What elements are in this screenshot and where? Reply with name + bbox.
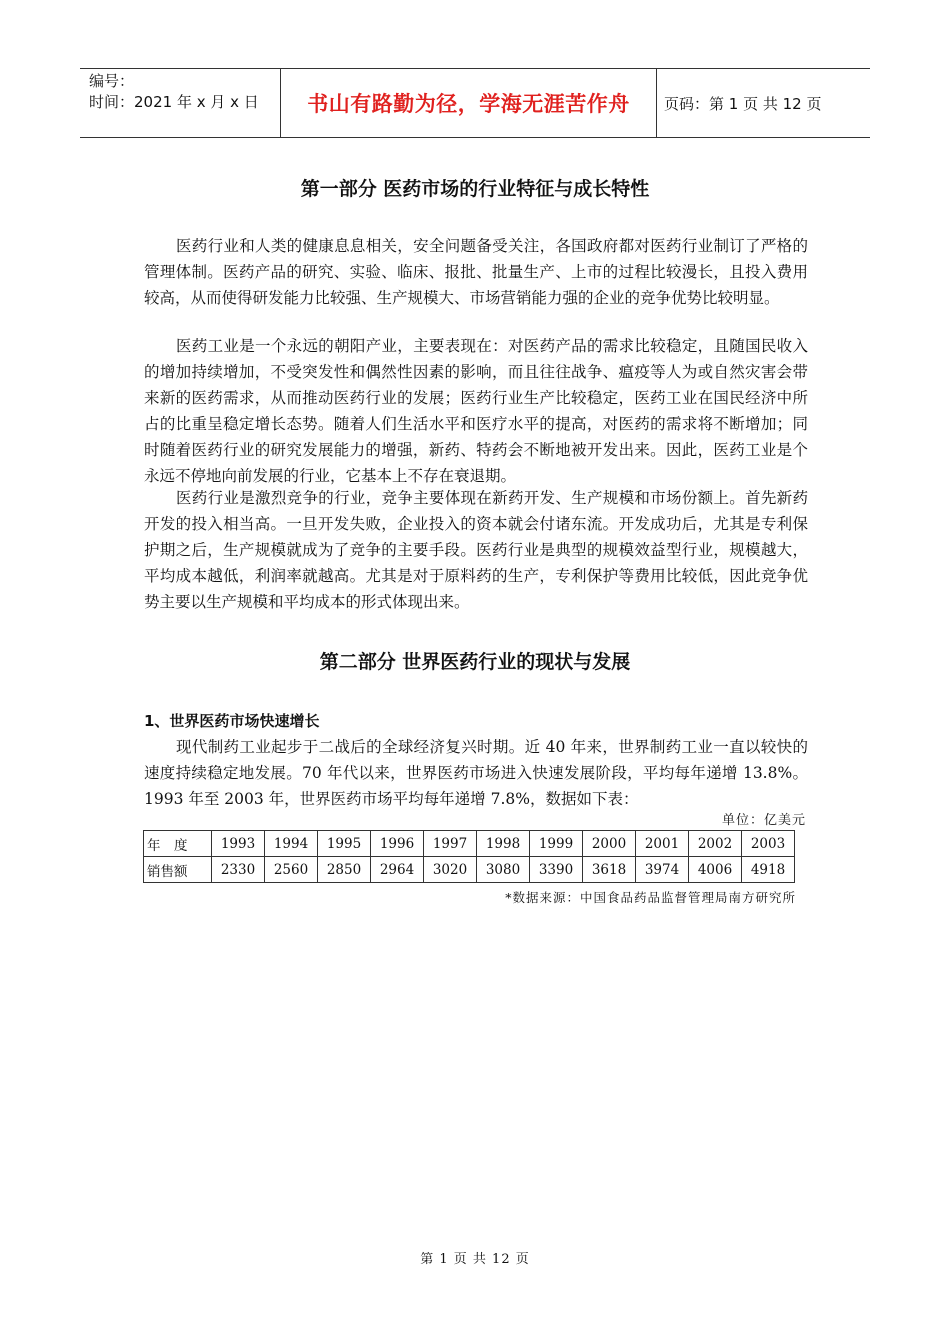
part1-title: 第一部分 医药市场的行业特征与成长特性	[300, 178, 650, 200]
year-cell: 2003	[742, 831, 795, 857]
number-label: 编号：	[89, 72, 135, 90]
section1-title: 1、世界医药市场快速增长	[144, 712, 320, 730]
year-cell: 1993	[212, 831, 265, 857]
table-row-years	[144, 831, 795, 857]
sales-cell: 3618	[583, 857, 636, 883]
year-cell: 1999	[530, 831, 583, 857]
year-cell: 2001	[636, 831, 689, 857]
header-page-info: 页码：第 1 页 共 12 页	[664, 94, 822, 113]
part1-paragraph-1: 医药行业和人类的健康息息相关，安全问题备受关注，各国政府都对医药行业制订了严格的管理体制。医药产品的研究、实验、临床、报批、批量生产、上市的过程比较漫长，且投入费用较高，从而使得研发能力比较强、生产规模大、市场营销能力强的企业的竞争优势比较明显。	[144, 237, 808, 307]
header-motto: 书山有路勤为径，学海无涯苦作舟	[280, 69, 657, 137]
sales-table	[143, 830, 795, 883]
table-row-sales	[144, 857, 795, 883]
page-footer: 第 1 页 共 12 页	[420, 1252, 530, 1267]
sales-cell: 2850	[318, 857, 371, 883]
year-cell: 1995	[318, 831, 371, 857]
sales-cell: 2964	[371, 857, 424, 883]
part1-paragraph-2: 医药工业是一个永远的朝阳产业，主要表现在：对医药产品的需求比较稳定，且随国民收入的增加持续增加，不受突发性和偶然性因素的影响，而且往往战争、瘟疫等人为或自然灾害会带来新的医药需求，从而推动医药行业的发展；医药行业生产比较稳定，医药工业在国民经济中所占的比重呈稳定增长态势。随着人们生活水平和医疗水平的提高，对医药的需求将不断增加；同时随着医药行业的研究发展能力的增强，新药、特药会不断地被开发出来。因此，医药工业是个永远不停地向前发展的行业，它基本上不存在衰退期。	[144, 337, 808, 485]
year-cell: 2002	[689, 831, 742, 857]
row-label-sales: 销售额	[144, 857, 212, 883]
header-meta	[89, 71, 279, 113]
row-label-year: 年 度	[144, 831, 212, 857]
year-cell: 1997	[424, 831, 477, 857]
year-cell: 1996	[371, 831, 424, 857]
sales-cell: 3390	[530, 857, 583, 883]
sales-cell: 3020	[424, 857, 477, 883]
year-cell: 1994	[265, 831, 318, 857]
sales-cell: 3974	[636, 857, 689, 883]
year-cell: 1998	[477, 831, 530, 857]
sales-cell: 2560	[265, 857, 318, 883]
part2-title: 第二部分 世界医药行业的现状与发展	[319, 651, 631, 673]
sales-cell: 4006	[689, 857, 742, 883]
year-cell: 2000	[583, 831, 636, 857]
date-label: 时间：2021 年 x 月 x 日	[89, 93, 259, 111]
document-header	[80, 68, 870, 138]
data-source-note: *数据来源：中国食品药品监督管理局南方研究所	[505, 890, 796, 905]
sales-cell: 4918	[742, 857, 795, 883]
table-unit: 单位：亿美元	[721, 813, 806, 828]
sales-cell: 2330	[212, 857, 265, 883]
sales-cell: 3080	[477, 857, 530, 883]
section1-paragraph: 现代制药工业起步于二战后的全球经济复兴时期。近 40 年来，世界制药工业一直以较快的速度持续稳定地发展。70 年代以来，世界医药市场进入快速发展阶段，平均每年递增 13.8%。1993 年至 2003 年，世界医药市场平均每年递增 7.8%，数据如下表：	[144, 738, 808, 808]
part1-paragraph-3: 医药行业是激烈竞争的行业，竞争主要体现在新药开发、生产规模和市场份额上。首先新药开发的投入相当高。一旦开发失败，企业投入的资本就会付诸东流。开发成功后，尤其是专利保护期之后，生产规模就成为了竞争的主要手段。医药行业是典型的规模效益型行业，规模越大，平均成本越低，利润率就越高。尤其是对于原料药的生产，专利保护等费用比较低，因此竞争优势主要以生产规模和平均成本的形式体现出来。	[144, 489, 808, 611]
